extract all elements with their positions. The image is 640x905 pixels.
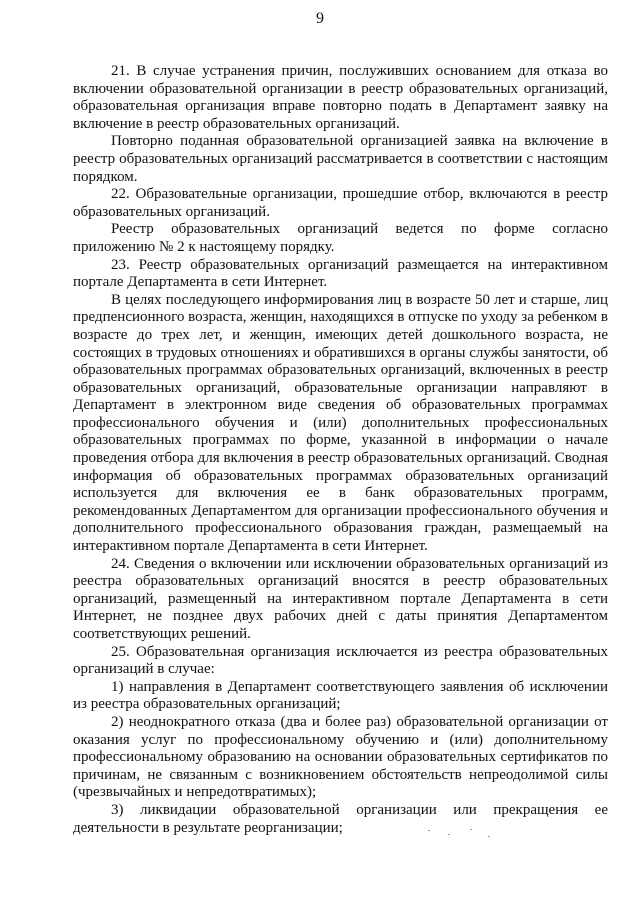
paragraph-25-item-1: 1) направления в Департамент соответствующего заявления об исключении из реестра образовательных организаций;: [73, 678, 608, 713]
paragraph-21: 21. В случае устранения причин, послуживших основанием для отказа во включении образовательной организации в реестр образовательных организаций, образовательная организация вправе повторно подать в Департамент заявку на включение в реестр образовательных организаций.: [73, 63, 608, 132]
document-body: [73, 63, 608, 837]
paragraph-24: 24. Сведения о включении или исключении образовательных организаций из реестра образовательных организаций вносятся в реестр образовательных организаций, размещенный на интерактивном портале Департамента в сети Интернет, не позднее двух рабочих дней с даты принятия Департаментом соответствующих решений.: [73, 555, 608, 642]
paragraph-22: 22. Образовательные организации, прошедшие отбор, включаются в реестр образовательных организаций.: [73, 186, 608, 220]
page-number: 9: [316, 10, 324, 27]
paragraph-23: 23. Реестр образовательных организаций размещается на интерактивном портале Департамента в сети Интернет.: [73, 256, 608, 291]
paragraph-23-informing: В целях последующего информирования лиц в возрасте 50 лет и старше, лиц предпенсионного возраста, женщин, находящихся в отпуске по уходу за ребенком в возрасте до трех лет, и женщин, имеющих детей дошкольного возраста, не состоящих в трудовых отношениях и обратившихся в органы службы занятости, об образовательных программах образовательных организаций, включенных в реестр образовательных организаций, образовательные организации направляют в Департамент в электронном виде сведения об образовательных программах профессионального обучения и (или) дополнительных профессиональных образовательных программах по форме, указанной в информации о начале проведения отбора для включения в реестр образовательных организаций. Сводная информация об образовательных программах образовательных организаций используется для включения ее в банк образовательных программ, рекомендованных Департаментом для организации профессионального обучения и дополнительного профессионального образования граждан, размещаемый на интерактивном портале Департамента в сети Интернет.: [73, 291, 608, 555]
paragraph-22-registry-form: Реестр образовательных организаций ведется по форме согласно приложению № 2 к настоящему порядку.: [73, 221, 608, 255]
scan-artifact: [418, 826, 498, 846]
paragraph-25-item-2: 2) неоднократного отказа (два и более раз) образовательной организации от оказания услуг по профессиональному обучению и (или) дополнительному профессиональному образованию на основании образовательных сертификатов по причинам, не связанным с возникновением обстоятельств непреодолимой силы (чрезвычайных и непредотвратимых);: [73, 713, 608, 801]
paragraph-25: 25. Образовательная организация исключается из реестра образовательных организаций в случае:: [73, 643, 608, 678]
paragraph-21-repeat-application: Повторно поданная образовательной организацией заявка на включение в реестр образовательных организаций рассматривается в соответствии с настоящим порядком.: [73, 133, 608, 185]
paragraph-25-item-3: 3) ликвидации образовательной организации или прекращения ее деятельности в результате реорганизации;: [73, 801, 608, 836]
